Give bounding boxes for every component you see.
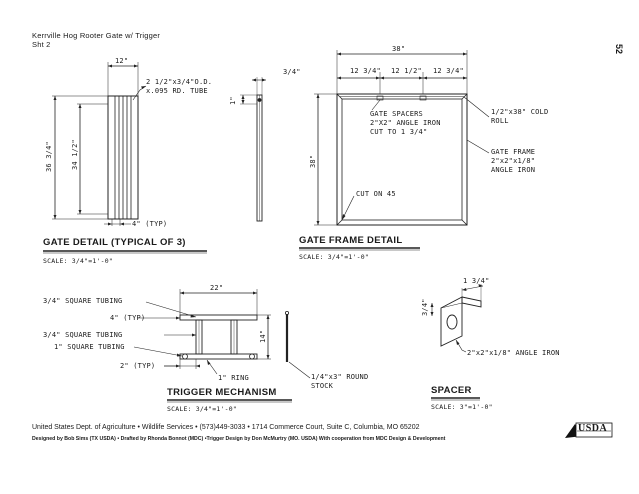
trigger-label-3: 3/4" SQUARE TUBING <box>43 331 123 339</box>
gate-frame-drawing <box>314 50 489 225</box>
gate-detail-scale: SCALE: 3/4"=1'-0" <box>43 257 113 265</box>
gate-detail-title: GATE DETAIL (TYPICAL OF 3) <box>43 237 186 248</box>
trigger-width-dim: 22" <box>210 284 224 292</box>
spacers-note-3: CUT TO 1 3/4" <box>370 128 428 136</box>
cut-note: CUT ON 45 <box>356 190 396 198</box>
sheet-number: Sht 2 <box>32 40 51 49</box>
spacer-title: SPACER <box>431 385 472 396</box>
trigger-label-1: 3/4" SQUARE TUBING <box>43 297 123 305</box>
usda-logo-text: USDA <box>578 423 608 434</box>
trigger-label-2: 4" (TYP) <box>110 314 146 322</box>
footer-address: United States Dept. of Agriculture • Wildlife Services • (573)449-3033 • 1714 Commerce Court, Suite C, Columbia, MO 65202 <box>32 424 420 431</box>
trigger-stock-note-1: 1/4"x3" ROUND <box>311 373 369 381</box>
frame-seg-right: 12 3/4" <box>433 67 464 75</box>
spacer-side-dim: 3/4" <box>421 298 429 316</box>
spacer-top-dim: 1 3/4" <box>463 277 490 285</box>
side-top-dim: 3/4" <box>283 68 301 76</box>
gate-outer-height-dim: 36 3/4" <box>45 141 53 172</box>
frame-width-dim: 38" <box>392 45 406 53</box>
frame-note-2: 2"x2"x1/8" <box>491 157 536 165</box>
trigger-ring-note: 1" RING <box>218 374 249 382</box>
trigger-stock-note-2: STOCK <box>311 382 334 390</box>
footer-credits: Designed by Bob Sims (TX USDA) • Drafted by Rhonda Bonnot (MDC) •Trigger Design by Don McMurtry (MO. USDA) With cooperation from MDC Design & Development <box>32 436 446 442</box>
trigger-label-4: 1" SQUARE TUBING <box>54 343 125 351</box>
cold-roll-note-1: 1/2"x38" COLD <box>491 108 549 116</box>
trigger-title: TRIGGER MECHANISM <box>167 387 277 398</box>
side-mid-dim: 1" <box>229 96 237 105</box>
tube-callout-1: 2 1/2"x3/4"O.D. <box>146 78 213 86</box>
frame-height-dim: 38" <box>309 154 317 168</box>
sheet-title: Kerrville Hog Rooter Gate w/ Trigger <box>32 31 161 40</box>
frame-seg-left: 12 3/4" <box>350 67 381 75</box>
frame-note-1: GATE FRAME <box>491 148 536 156</box>
tube-callout-2: x.095 RD. TUBE <box>146 87 208 95</box>
gate-bottom-dim: 4" (TYP) <box>132 220 168 228</box>
spacer-scale: SCALE: 3"=1'-0" <box>431 403 493 411</box>
gate-frame-scale: SCALE: 3/4"=1'-0" <box>299 253 369 261</box>
gate-frame-title: GATE FRAME DETAIL <box>299 235 403 246</box>
spacers-note-2: 2"X2" ANGLE IRON <box>370 119 441 127</box>
trigger-height-dim: 14" <box>259 329 267 343</box>
gate-width-dim: 12" <box>115 57 129 65</box>
cold-roll-note-2: ROLL <box>491 117 509 125</box>
spacer-angle-note: 2"x2"x1/8" ANGLE IRON <box>467 349 560 357</box>
page-number: 52 <box>614 44 624 55</box>
frame-seg-mid: 12 1/2" <box>391 67 422 75</box>
frame-note-3: ANGLE IRON <box>491 166 536 174</box>
spacers-note-1: GATE SPACERS <box>370 110 423 118</box>
trigger-scale: SCALE: 3/4"=1'-0" <box>167 405 237 413</box>
gate-inner-height-dim: 34 1/2" <box>71 139 79 170</box>
trigger-drawing <box>134 289 310 378</box>
trigger-label-5: 2" (TYP) <box>120 362 156 370</box>
gate-detail-drawing <box>52 62 146 226</box>
